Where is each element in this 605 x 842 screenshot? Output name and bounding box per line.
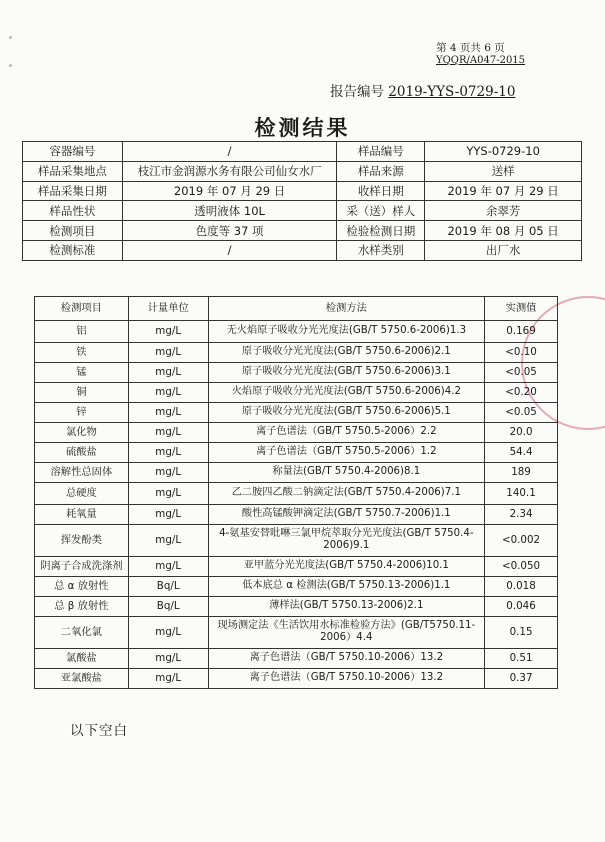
measured-value: <0.05 (485, 362, 558, 382)
info-value: / (122, 142, 337, 162)
table-row (35, 422, 558, 442)
info-value: 送样 (425, 161, 582, 181)
test-item: 总 α 放射性 (35, 576, 129, 596)
method: 现场测定法《生活饮用水标准检验方法》(GB/T5750.11-2006）4.4 (208, 616, 484, 648)
unit: mg/L (128, 648, 208, 668)
info-row (23, 201, 582, 221)
method: 离子色谱法（GB/T 5750.10-2006）13.2 (208, 648, 484, 668)
table-row (35, 576, 558, 596)
info-label: 样品性状 (23, 201, 123, 221)
measured-value: <0.10 (485, 342, 558, 362)
info-value: 2019 年 08 月 05 日 (425, 221, 582, 241)
test-item: 亚氯酸盐 (35, 668, 129, 688)
table-row (35, 596, 558, 616)
table-row (35, 382, 558, 402)
measured-value: 189 (485, 462, 558, 482)
unit: mg/L (128, 524, 208, 556)
method: 原子吸收分光光度法(GB/T 5750.6-2006)3.1 (208, 362, 484, 382)
measured-value: <0.002 (485, 524, 558, 556)
results-table (34, 296, 558, 689)
unit: mg/L (128, 504, 208, 524)
sample-info-table (22, 141, 582, 261)
measured-value: 2.34 (485, 504, 558, 524)
info-label: 收样日期 (337, 181, 425, 201)
blank-below-note: 以下空白 (70, 723, 128, 739)
info-value: 透明液体 10L (122, 201, 337, 221)
unit: Bq/L (128, 576, 208, 596)
info-value: / (122, 240, 337, 260)
test-item: 总 β 放射性 (35, 596, 129, 616)
column-header: 检测项目 (35, 297, 129, 321)
unit: mg/L (128, 342, 208, 362)
table-row (35, 668, 558, 688)
method: 薄样法(GB/T 5750.13-2006)2.1 (208, 596, 484, 616)
info-label: 样品编号 (337, 142, 425, 162)
column-header: 实测值 (485, 297, 558, 321)
page-title: 检测结果 (254, 115, 351, 140)
measured-value: 54.4 (485, 442, 558, 462)
measured-value: 0.046 (485, 596, 558, 616)
info-label: 样品采集日期 (23, 181, 123, 201)
test-item: 铝 (35, 320, 129, 342)
unit: mg/L (128, 402, 208, 422)
results-header-row (35, 297, 558, 321)
info-label: 样品采集地点 (23, 161, 123, 181)
info-value: 色度等 37 项 (122, 221, 337, 241)
unit: mg/L (128, 556, 208, 576)
table-row (35, 320, 558, 342)
info-value: 枝江市金润源水务有限公司仙女水厂 (122, 161, 337, 181)
table-row (35, 442, 558, 462)
info-label: 采（送）样人 (337, 201, 425, 221)
unit: mg/L (128, 320, 208, 342)
test-item: 硫酸盐 (35, 442, 129, 462)
table-row (35, 648, 558, 668)
test-item: 氯酸盐 (35, 648, 129, 668)
unit: mg/L (128, 462, 208, 482)
test-item: 铁 (35, 342, 129, 362)
test-item: 氯化物 (35, 422, 129, 442)
method: 亚甲蓝分光光度法(GB/T 5750.4-2006)10.1 (208, 556, 484, 576)
table-row (35, 524, 558, 556)
method: 乙二胺四乙酸二钠滴定法(GB/T 5750.4-2006)7.1 (208, 482, 484, 504)
info-row (23, 240, 582, 260)
unit: mg/L (128, 668, 208, 688)
table-row (35, 462, 558, 482)
measured-value: 0.169 (485, 320, 558, 342)
table-row (35, 482, 558, 504)
measured-value: 0.15 (485, 616, 558, 648)
info-value: 余翠芳 (425, 201, 582, 221)
test-item: 锌 (35, 402, 129, 422)
measured-value: 20.0 (485, 422, 558, 442)
unit: mg/L (128, 382, 208, 402)
info-label: 检测项目 (23, 221, 123, 241)
info-label: 检验检测日期 (337, 221, 425, 241)
method: 酸性高锰酸钾滴定法(GB/T 5750.7-2006)1.1 (208, 504, 484, 524)
measured-value: 0.018 (485, 576, 558, 596)
document-code: YQQR/A047-2015 (436, 55, 526, 66)
info-label: 检测标准 (23, 240, 123, 260)
column-header: 计量单位 (128, 297, 208, 321)
info-row (23, 221, 582, 241)
measured-value: <0.050 (485, 556, 558, 576)
method: 4-氨基安替吡啉三氯甲烷萃取分光光度法(GB/T 5750.4-2006)9.1 (208, 524, 484, 556)
method: 离子色谱法（GB/T 5750.10-2006）13.2 (208, 668, 484, 688)
unit: mg/L (128, 362, 208, 382)
measured-value: <0.20 (485, 382, 558, 402)
test-item: 阴离子合成洗涤剂 (35, 556, 129, 576)
report-number-label: 报告编号 (330, 84, 384, 100)
measured-value: 0.37 (485, 668, 558, 688)
info-value: YYS-0729-10 (425, 142, 582, 162)
report-number-line (330, 80, 515, 100)
column-header: 检测方法 (208, 297, 484, 321)
measured-value: <0.05 (485, 402, 558, 422)
method: 称量法(GB/T 5750.4-2006)8.1 (208, 462, 484, 482)
method: 离子色谱法（GB/T 5750.5-2006）2.2 (208, 422, 484, 442)
unit: mg/L (128, 482, 208, 504)
table-row (35, 362, 558, 382)
method: 火焰原子吸收分光光度法(GB/T 5750.6-2006)4.2 (208, 382, 484, 402)
test-item: 溶解性总固体 (35, 462, 129, 482)
method: 原子吸收分光光度法(GB/T 5750.6-2006)2.1 (208, 342, 484, 362)
test-item: 总硬度 (35, 482, 129, 504)
info-row (23, 181, 582, 201)
table-row (35, 402, 558, 422)
test-item: 二氧化氯 (35, 616, 129, 648)
test-item: 铜 (35, 382, 129, 402)
info-value: 出厂水 (425, 240, 582, 260)
test-item: 锰 (35, 362, 129, 382)
unit: mg/L (128, 422, 208, 442)
measured-value: 140.1 (485, 482, 558, 504)
method: 低本底总 α 检测法(GB/T 5750.13-2006)1.1 (208, 576, 484, 596)
info-row (23, 161, 582, 181)
info-value: 2019 年 07 月 29 日 (122, 181, 337, 201)
table-row (35, 342, 558, 362)
unit: mg/L (128, 442, 208, 462)
info-label: 样品来源 (337, 161, 425, 181)
table-row (35, 616, 558, 648)
test-item: 耗氧量 (35, 504, 129, 524)
method: 离子色谱法（GB/T 5750.5-2006）1.2 (208, 442, 484, 462)
unit: mg/L (128, 616, 208, 648)
measured-value: 0.51 (485, 648, 558, 668)
table-row (35, 504, 558, 524)
method: 无火焰原子吸收分光光度法(GB/T 5750.6-2006)1.3 (208, 320, 484, 342)
info-label: 容器编号 (23, 142, 123, 162)
method: 原子吸收分光光度法(GB/T 5750.6-2006)5.1 (208, 402, 484, 422)
table-row (35, 556, 558, 576)
report-number: 2019-YYS-0729-10 (388, 84, 516, 100)
test-item: 挥发酚类 (35, 524, 129, 556)
info-label: 水样类别 (337, 240, 425, 260)
info-row (23, 142, 582, 162)
unit: Bq/L (128, 596, 208, 616)
page-number: 第 4 页共 6 页 (436, 42, 505, 54)
info-value: 2019 年 07 月 29 日 (425, 181, 582, 201)
